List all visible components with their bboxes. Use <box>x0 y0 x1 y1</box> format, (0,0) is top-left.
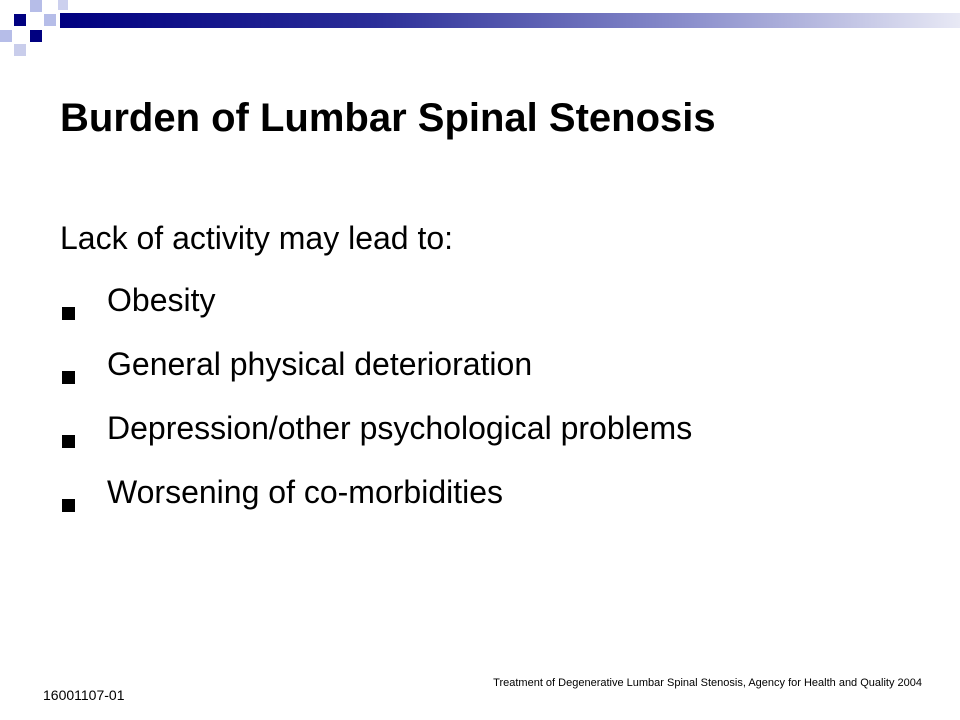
lead-text: Lack of activity may lead to: <box>60 220 454 256</box>
bullet-text: General physical deterioration <box>107 346 533 382</box>
bullet-text: Depression/other psychological problems <box>107 410 693 446</box>
square-bullet-icon <box>62 371 75 384</box>
citation: Treatment of Degenerative Lumbar Spinal Stenosis, Agency for Health and Quality 2004 <box>493 677 922 689</box>
decor-square <box>30 0 42 12</box>
decor-square <box>14 44 26 56</box>
square-bullet-icon <box>62 435 75 448</box>
slide-id: 16001107-01 <box>43 687 125 703</box>
slide-title: Burden of Lumbar Spinal Stenosis <box>60 96 716 140</box>
header-gradient-bar <box>60 13 960 28</box>
decor-square <box>44 14 56 26</box>
square-bullet-icon <box>62 499 75 512</box>
square-bullet-icon <box>62 307 75 320</box>
decor-square <box>0 30 12 42</box>
corner-decoration <box>0 0 80 60</box>
bullet-text: Worsening of co-morbidities <box>107 474 504 510</box>
decor-square <box>30 30 42 42</box>
decor-square <box>14 14 26 26</box>
bullet-text: Obesity <box>107 282 216 318</box>
decor-square <box>58 0 68 10</box>
